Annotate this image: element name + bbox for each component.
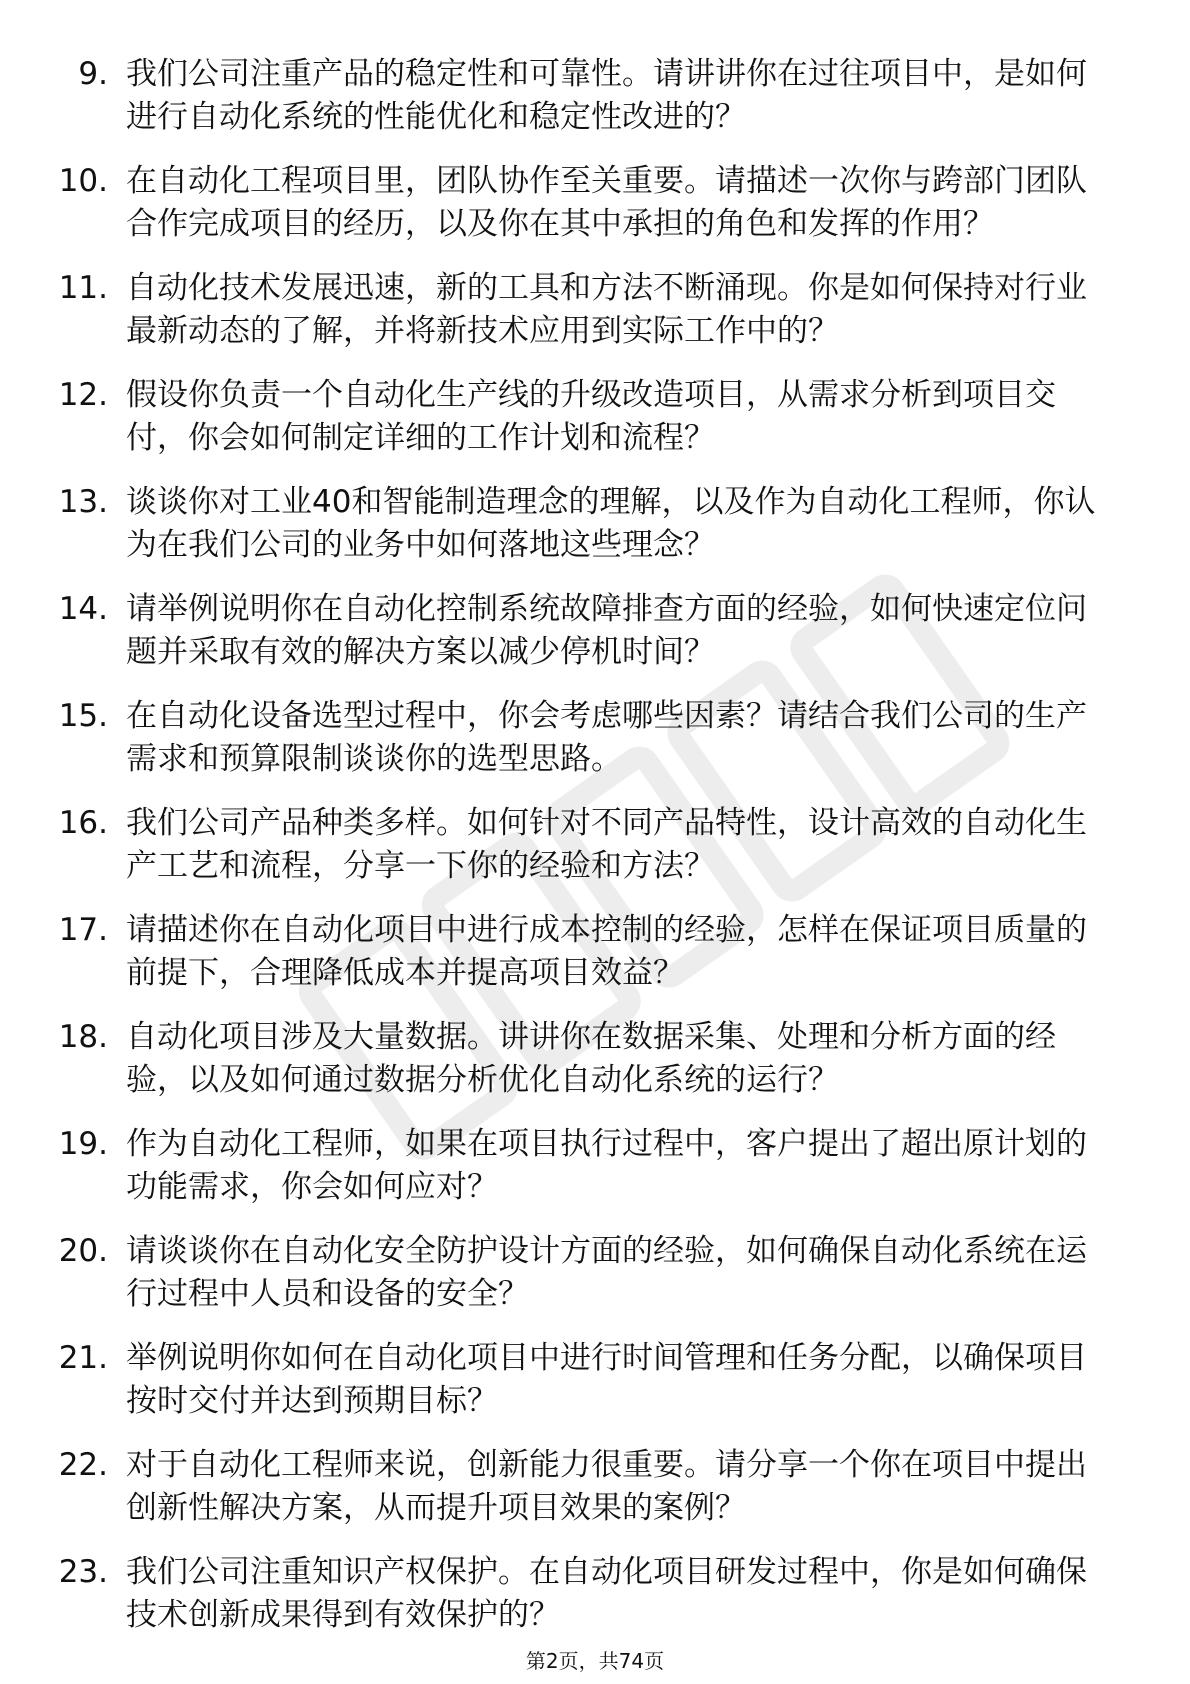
question-item [0,1551,1190,1637]
question-text: 举例说明你如何在自动化项目中进行时间管理和任务分配，以确保项目按时交付并达到预期目标？ [126,1340,1087,1419]
question-list [0,53,1190,1658]
question-number: 22. [58,1447,108,1483]
question-number: 15. [58,698,108,734]
question-text: 自动化项目涉及大量数据。讲讲你在数据采集、处理和分析方面的经验，以及如何通过数据分析优化自动化系统的运行？ [126,1019,1056,1098]
question-number: 9. [78,56,108,92]
question-text: 对于自动化工程师来说，创新能力很重要。请分享一个你在项目中提出创新性解决方案，从而提升项目效果的案例？ [126,1447,1087,1526]
question-item [0,909,1190,995]
question-text: 在自动化工程项目里，团队协作至关重要。请描述一次你与跨部门团队合作完成项目的经历，以及你在其中承担的角色和发挥的作用？ [126,163,1087,242]
question-item [0,1230,1190,1316]
question-text: 在自动化设备选型过程中，你会考虑哪些因素？请结合我们公司的生产需求和预算限制谈谈你的选型思路。 [126,698,1087,777]
question-item [0,267,1190,353]
question-item [0,1016,1190,1102]
question-number: 18. [58,1019,108,1055]
question-item [0,802,1190,888]
question-number: 10. [58,163,108,199]
question-text: 假设你负责一个自动化生产线的升级改造项目，从需求分析到项目交付，你会如何制定详细的工作计划和流程？ [126,377,1056,456]
question-number: 11. [58,270,108,306]
question-number: 17. [58,912,108,948]
question-text: 自动化技术发展迅速，新的工具和方法不断涌现。你是如何保持对行业最新动态的了解，并将新技术应用到实际工作中的？ [126,270,1087,349]
question-text: 谈谈你对工业40和智能制造理念的理解，以及作为自动化工程师，你认为在我们公司的业务中如何落地这些理念？ [126,484,1096,563]
question-item [0,374,1190,460]
question-item [0,695,1190,781]
question-number: 12. [58,377,108,413]
question-number: 16. [58,805,108,841]
question-number: 23. [58,1554,108,1590]
question-item [0,160,1190,246]
question-item [0,1444,1190,1530]
question-item [0,1337,1190,1423]
question-text: 我们公司产品种类多样。如何针对不同产品特性，设计高效的自动化生产工艺和流程，分享一下你的经验和方法？ [126,805,1087,884]
question-text: 请描述你在自动化项目中进行成本控制的经验，怎样在保证项目质量的前提下，合理降低成本并提高项目效益？ [126,912,1087,991]
question-text: 我们公司注重产品的稳定性和可靠性。请讲讲你在过往项目中，是如何进行自动化系统的性能优化和稳定性改进的？ [126,56,1087,135]
question-text: 请举例说明你在自动化控制系统故障排查方面的经验，如何快速定位问题并采取有效的解决方案以减少停机时间？ [126,591,1087,670]
question-text: 作为自动化工程师，如果在项目执行过程中，客户提出了超出原计划的功能需求，你会如何应对？ [126,1126,1087,1205]
question-number: 14. [58,591,108,627]
question-item [0,53,1190,139]
question-item [0,588,1190,674]
question-number: 20. [58,1233,108,1269]
question-number: 19. [58,1126,108,1162]
question-text: 请谈谈你在自动化安全防护设计方面的经验，如何确保自动化系统在运行过程中人员和设备的安全？ [126,1233,1087,1312]
question-number: 21. [58,1340,108,1376]
question-text: 我们公司注重知识产权保护。在自动化项目研发过程中，你是如何确保技术创新成果得到有效保护的？ [126,1554,1087,1633]
question-item [0,1123,1190,1209]
question-number: 13. [58,484,108,520]
page-footer: 第2页，共74页 [525,1649,665,1673]
question-item [0,481,1190,567]
